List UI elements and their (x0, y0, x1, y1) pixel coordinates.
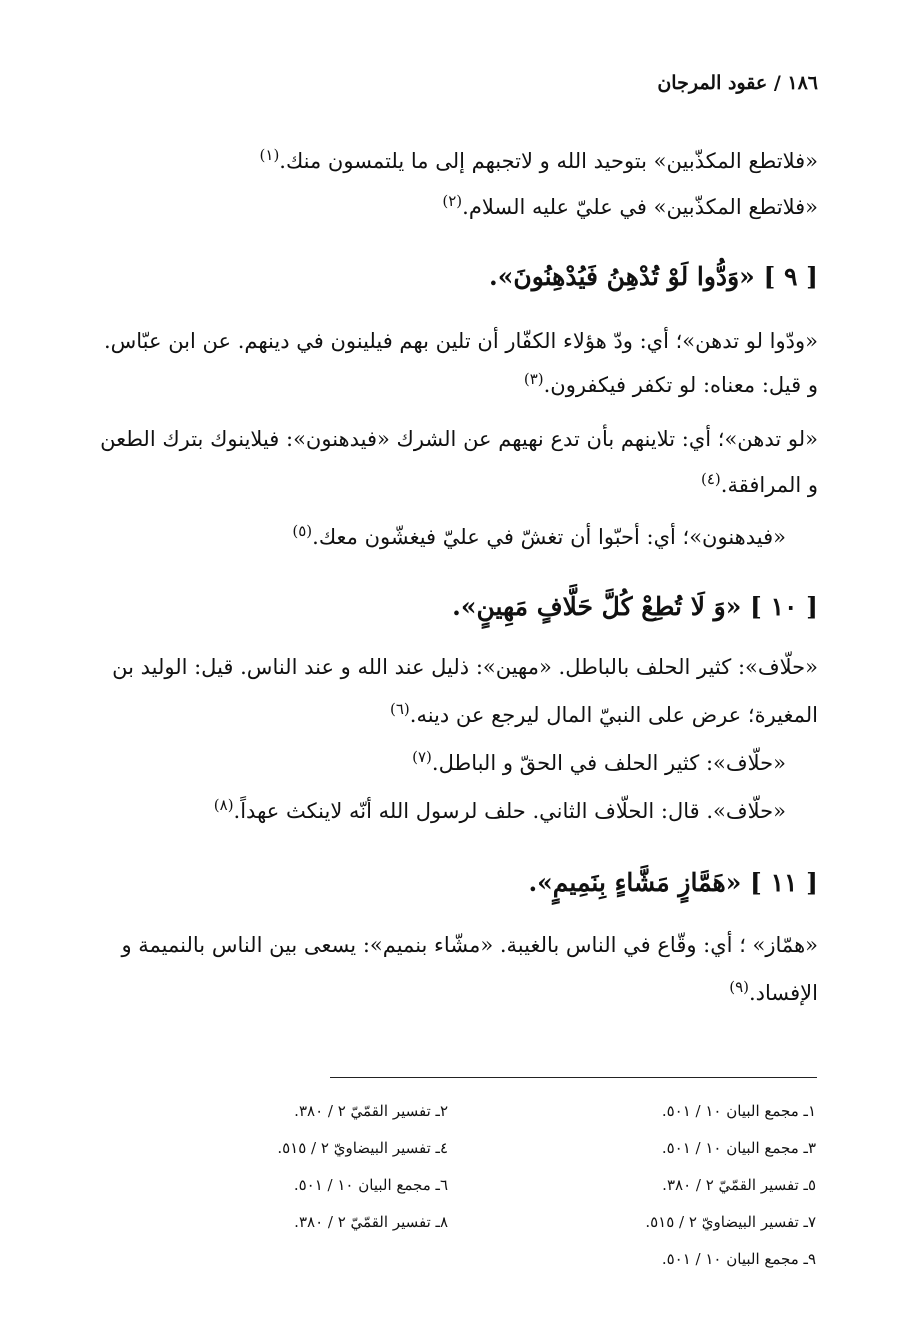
text-line-3 (104, 326, 818, 356)
footnote-marker: (٤) (701, 470, 721, 488)
text-line-4 (524, 370, 818, 400)
verse-heading-9 (489, 262, 818, 292)
line-text: و قيل: معناه: لو تكفر فيكفرون. (543, 373, 818, 397)
footnote-8: ٨ـ تفسير القمّيّ ٢ / ٣٨٠. (294, 1213, 448, 1231)
verse-text: [ ٩ ] «وَدُّوا لَوْ تُدْهِنُ فَيُدْهِنُونَ». (489, 262, 818, 291)
footnote-4: ٤ـ تفسير البيضاويّ ٢ / ٥١٥. (277, 1139, 448, 1157)
footnote-marker: (٩) (729, 978, 749, 996)
line-text: «حلّاف»: كثير الحلف في الحقّ و الباطل. (431, 751, 786, 775)
text-line-9 (390, 700, 818, 730)
line-text: «فيدهنون»؛ أي: أحبّوا أن تغشّ في عليّ فيغشّون معك. (312, 525, 786, 549)
footnote-marker: (٧) (412, 748, 432, 766)
line-text: «لو تدهن»؛ أي: تلاينهم بأن تدع نهيهم عن الشرك «فيدهنون»: فيلاينوك بترك الطعن (100, 427, 818, 451)
footnote-marker: (٢) (442, 192, 463, 210)
footnote-marker: (٥) (292, 522, 313, 540)
footnote-9: ٩ـ مجمع البيان ١٠ / ٥٠١. (661, 1250, 816, 1268)
text-line-6 (701, 470, 818, 500)
footnote-marker: (١) (259, 146, 280, 164)
text-line-1 (260, 146, 818, 176)
text-line-5 (100, 424, 818, 454)
line-text: المغيرة؛ عرض على النبيّ المال ليرجع عن دينه. (409, 703, 818, 727)
line-text: «فلاتطع المكذّبين» في عليّ عليه السلام. (462, 195, 818, 219)
text-line-7 (292, 522, 786, 552)
footnote-3: ٣ـ مجمع البيان ١٠ / ٥٠١. (661, 1139, 816, 1157)
verse-heading-11 (528, 868, 818, 898)
line-text: «حلّاف»: كثير الحلف بالباطل. «مهين»: ذليل عند الله و عند الناس. قيل: الوليد بن (112, 655, 818, 679)
footnote-5: ٥ـ تفسير القمّيّ ٢ / ٣٨٠. (662, 1176, 816, 1194)
line-text: «حلّاف». قال: الحلّاف الثاني. حلف لرسول الله أنّه لاينكث عهداً. (233, 799, 786, 823)
footnote-divider (330, 1077, 817, 1078)
verse-text: [ ١١ ] «هَمَّازٍ مَشَّاءٍ بِنَمِيمٍ». (528, 868, 818, 897)
text-line-8 (112, 652, 818, 682)
footnote-marker: (٨) (213, 796, 234, 814)
footnote-7: ٧ـ تفسير البيضاويّ ٢ / ٥١٥. (645, 1213, 816, 1231)
line-text: «ودّوا لو تدهن»؛ أي: ودّ هؤلاء الكفّار أن تلين بهم فيلينون في دينهم. عن ابن عبّاس. (103, 329, 818, 353)
footnote-6: ٦ـ مجمع البيان ١٠ / ٥٠١. (293, 1176, 448, 1194)
text-line-12 (121, 930, 818, 960)
line-text: الإفساد. (748, 981, 818, 1005)
text-line-11 (214, 796, 786, 826)
line-text: «همّاز» ؛ أي: وقّاع في الناس بالغيبة. «مشّاء بنميم»: يسعى بين الناس بالنميمة و (121, 933, 818, 957)
running-header: ١٨٦ / عقود المرجان (657, 72, 818, 94)
text-line-10 (412, 748, 786, 778)
verse-heading-10 (452, 592, 818, 622)
footnote-2: ٢ـ تفسير القمّيّ ٢ / ٣٨٠. (294, 1102, 448, 1120)
text-line-2 (442, 192, 818, 222)
line-text: «فلاتطع المكذّبين» بتوحيد الله و لاتجبهم إلى ما يلتمسون منك. (279, 149, 818, 173)
footnote-marker: (٦) (389, 700, 410, 718)
footnote-marker: (٣) (523, 370, 544, 388)
text-line-13 (729, 978, 818, 1008)
verse-text: [ ١٠ ] «وَ لَا تُطِعْ كُلَّ حَلَّافٍ مَهِينٍ». (452, 592, 818, 621)
line-text: و المرافقة. (720, 473, 818, 497)
footnote-1: ١ـ مجمع البيان ١٠ / ٥٠١. (661, 1102, 816, 1120)
